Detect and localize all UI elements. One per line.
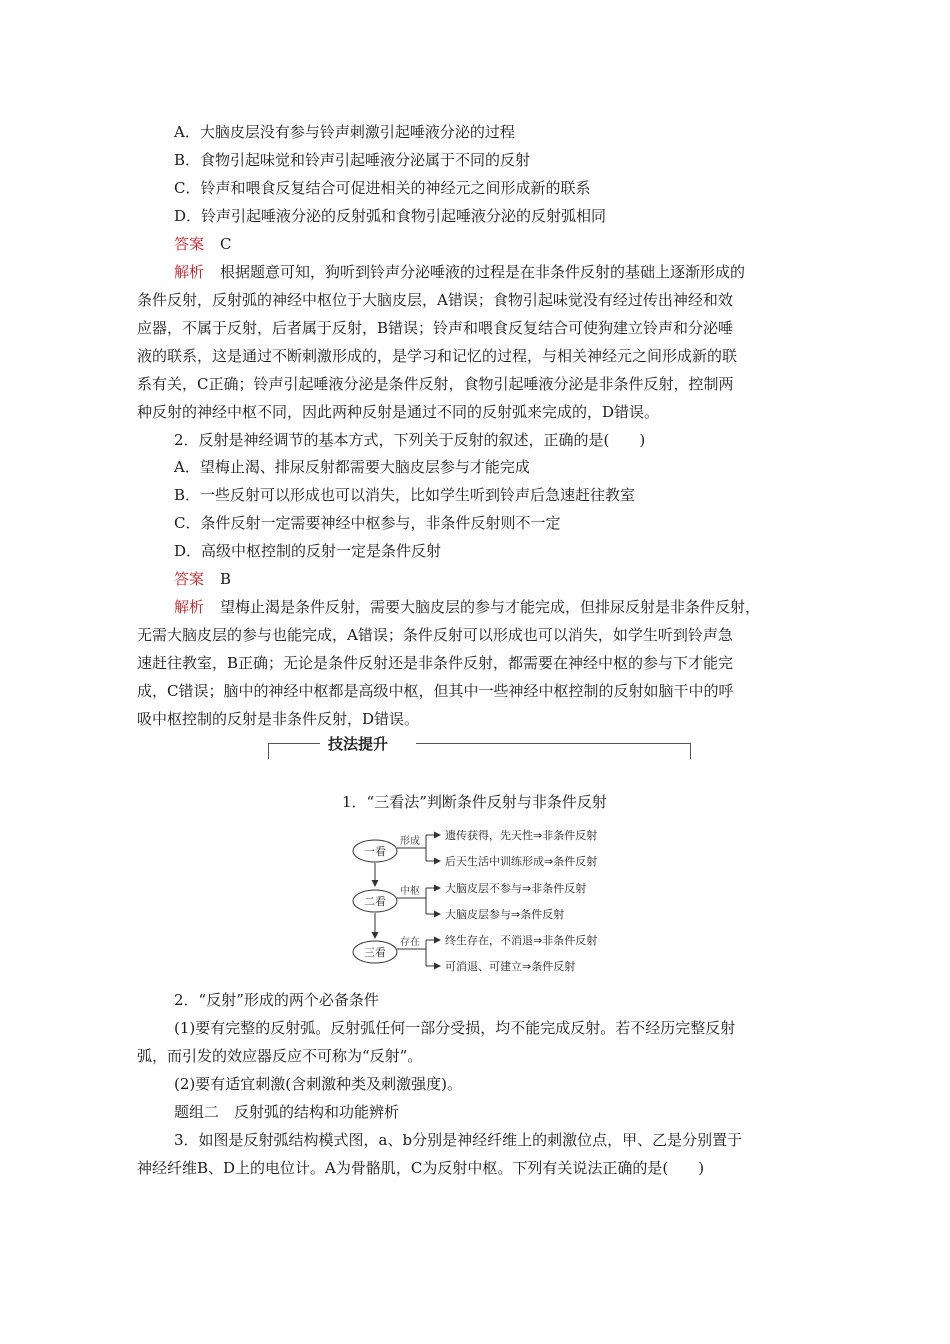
q2-option-c: C．条件反射一定需要神经中枢参与，非条件反射则不一定 bbox=[174, 514, 561, 532]
look-2-label: 二看 bbox=[364, 895, 386, 908]
section-right-tick bbox=[690, 743, 691, 759]
branch-label-1: 形成 bbox=[400, 836, 420, 847]
q1-option-c: C．铃声和喂食反复结合可促进相关的神经元之间形成新的联系 bbox=[174, 179, 591, 197]
section-title: 技法提升 bbox=[328, 735, 389, 753]
q2-analysis-line-3: 速赶往教室，B正确；无论是条件反射还是非条件反射，都需要在神经中枢的参与下才能完 bbox=[137, 654, 734, 672]
tip2-point-1-line-1: (1)要有完整的反射弧。反射弧任何一部分受损，均不能完成反射。若不经历完整反射 bbox=[174, 1019, 736, 1037]
q1-analysis-line-3: 应器，不属于反射，后者属于反射，B错误；铃声和喂食反复结合可使狗建立铃声和分泌唾 bbox=[137, 319, 734, 337]
three-look-diagram bbox=[350, 822, 650, 982]
diagram-item-1: 遗传获得，先天性⇒非条件反射 bbox=[445, 829, 598, 842]
branch-label-3: 存在 bbox=[400, 937, 420, 948]
q1-option-b: B．食物引起味觉和铃声引起唾液分泌属于不同的反射 bbox=[174, 151, 531, 169]
q1-analysis-line-6: 种反射的神经中枢不同，因此两种反射是通过不同的反射弧来完成的，D错误。 bbox=[137, 403, 660, 421]
q1-answer bbox=[174, 234, 232, 254]
diagram-item-6: 可消退、可建立⇒条件反射 bbox=[445, 960, 576, 973]
tip2-title: 2．“反射”形成的两个必备条件 bbox=[174, 991, 379, 1009]
diagram-item-4: 大脑皮层参与⇒条件反射 bbox=[445, 908, 565, 921]
diagram-item-5: 终生存在，不消退⇒非条件反射 bbox=[445, 934, 598, 947]
q1-option-d: D．铃声引起唾液分泌的反射弧和食物引起唾液分泌的反射弧相同 bbox=[174, 207, 607, 225]
tip1-title: 1．“三看法”判断条件反射与非条件反射 bbox=[342, 793, 607, 811]
q3-stem-line-1: 3．如图是反射弧结构模式图，a、b分别是神经纤维上的刺激位点，甲、乙是分别置于 bbox=[174, 1131, 743, 1149]
q1-analysis-line-2: 条件反射，反射弧的神经中枢位于大脑皮层，A错误；食物引起味觉没有经过传出神经和效 bbox=[137, 291, 733, 309]
q2-analysis-line-5: 吸中枢控制的反射是非条件反射，D错误。 bbox=[137, 710, 420, 728]
look-1-label: 一看 bbox=[364, 845, 386, 858]
section-right-rule bbox=[416, 743, 690, 744]
q2-analysis-line-1 bbox=[174, 597, 760, 617]
q1-analysis-line-4: 液的联系，这是通过不断刺激形成的，是学习和记忆的过程，与相关神经元之间形成新的联 bbox=[137, 347, 738, 365]
answer-label: 答案 bbox=[174, 235, 205, 253]
q2-option-d: D．高级中枢控制的反射一定是条件反射 bbox=[174, 542, 442, 560]
q2-answer bbox=[174, 569, 231, 589]
answer-value: C bbox=[220, 235, 232, 253]
tip2-point-1-line-2: 弧，而引发的效应器反应不可称为“反射”。 bbox=[137, 1047, 423, 1065]
branch-label-2: 中枢 bbox=[400, 886, 420, 897]
diagram-item-2: 后天生活中训练形成⇒条件反射 bbox=[445, 855, 598, 868]
q1-option-a: A．大脑皮层没有参与铃声刺激引起唾液分泌的过程 bbox=[174, 123, 515, 141]
q2-analysis-line-4: 成，C错误；脑中的神经中枢都是高级中枢，但其中一些神经中枢控制的反射如脑干中的呼 bbox=[137, 682, 734, 700]
q1-analysis-line-5: 系有关，C正确；铃声引起唾液分泌是条件反射，食物引起唾液分泌是非条件反射，控制两 bbox=[137, 375, 734, 393]
analysis-text: 根据题意可知，狗听到铃声分泌唾液的过程是在非条件反射的基础上逐渐形成的 bbox=[220, 263, 746, 281]
analysis-label: 解析 bbox=[174, 598, 205, 616]
section-left-rule bbox=[268, 743, 320, 744]
analysis-text: 望梅止渴是条件反射，需要大脑皮层的参与才能完成，但排尿反射是非条件反射， bbox=[220, 598, 761, 616]
diagram-item-3: 大脑皮层不参与⇒非条件反射 bbox=[445, 882, 587, 895]
q2-analysis-line-2: 无需大脑皮层的参与也能完成，A错误；条件反射可以形成也可以消失，如学生听到铃声急 bbox=[137, 626, 733, 644]
group-2-heading: 题组二 反射弧的结构和功能辨析 bbox=[174, 1103, 400, 1121]
q3-stem-line-2: 神经纤维B、D上的电位计。A为骨骼肌，C为反射中枢。下列有关说法正确的是( ) bbox=[137, 1159, 705, 1177]
q1-analysis-line-1 bbox=[174, 262, 745, 282]
answer-label: 答案 bbox=[174, 570, 205, 588]
look-3-label: 三看 bbox=[364, 946, 386, 959]
answer-value: B bbox=[220, 570, 232, 588]
q2-stem: 2．反射是神经调节的基本方式，下列关于反射的叙述，正确的是( ) bbox=[174, 431, 646, 449]
q2-option-a: A．望梅止渴、排尿反射都需要大脑皮层参与才能完成 bbox=[174, 458, 530, 476]
tip2-point-2: (2)要有适宜刺激(含刺激种类及刺激强度)。 bbox=[174, 1075, 462, 1093]
section-header bbox=[266, 734, 692, 760]
section-left-tick bbox=[268, 743, 269, 759]
q2-option-b: B．一些反射可以形成也可以消失，比如学生听到铃声后急速赶往教室 bbox=[174, 486, 636, 504]
analysis-label: 解析 bbox=[174, 263, 205, 281]
